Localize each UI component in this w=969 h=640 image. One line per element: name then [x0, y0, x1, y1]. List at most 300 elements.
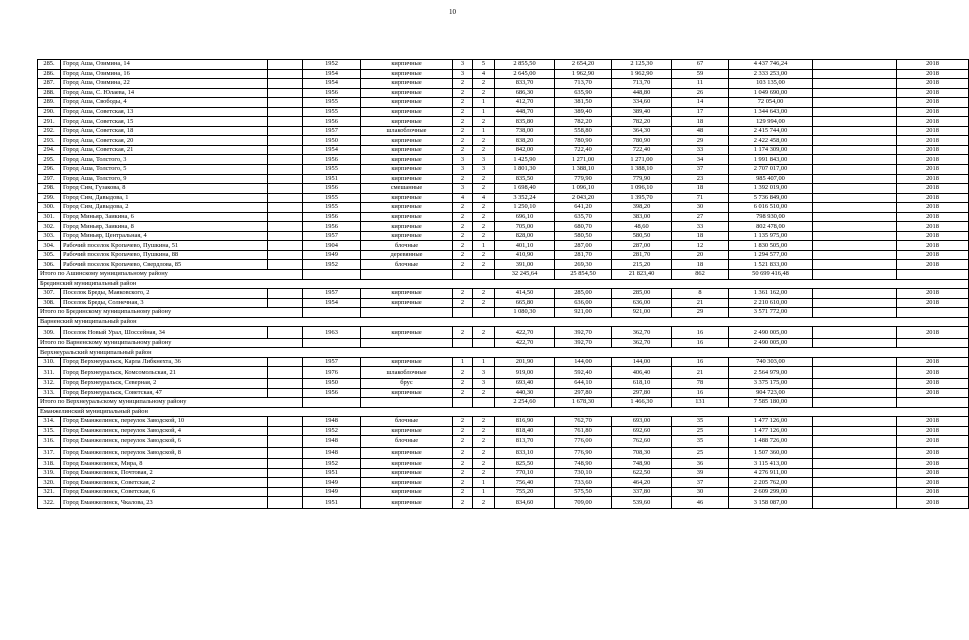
- floors-cell: 3: [453, 165, 473, 175]
- area-1-cell: 644,10: [555, 378, 612, 388]
- empty-cell: [813, 426, 897, 436]
- table-row: [38, 60, 969, 70]
- row-number: 291.: [38, 117, 61, 127]
- total-area-cell: 833,70: [495, 79, 555, 89]
- residents-cell: 30: [672, 487, 729, 497]
- entrances-cell: 5: [473, 60, 495, 70]
- year-cell: 1948: [303, 447, 361, 459]
- empty-cell: [268, 459, 303, 469]
- area-2-cell: 713,70: [612, 79, 672, 89]
- total-area-cell: 32 245,64: [495, 270, 555, 280]
- residents-cell: 27: [672, 212, 729, 222]
- area-2-cell: 782,20: [612, 117, 672, 127]
- residents-cell: 25: [672, 426, 729, 436]
- empty-cell: [473, 398, 495, 408]
- material-cell: кирпичные: [361, 88, 453, 98]
- deadline-cell: 2018: [897, 231, 969, 241]
- area-2-cell: 337,80: [612, 487, 672, 497]
- total-label: Итого по Верхнеуральскому муниципальному району: [38, 398, 303, 408]
- table-row: [38, 426, 969, 436]
- area-2-cell: 464,20: [612, 478, 672, 488]
- entrances-cell: 2: [473, 459, 495, 469]
- floors-cell: 2: [453, 241, 473, 251]
- empty-cell: [268, 487, 303, 497]
- floors-cell: 2: [453, 98, 473, 108]
- floors-cell: 2: [453, 447, 473, 459]
- address-cell: Город Верхнеуральск, Карла Либкнехта, 36: [61, 357, 268, 367]
- total-label: Итого по Варненскому муниципальному району: [38, 338, 303, 348]
- floors-cell: 2: [453, 378, 473, 388]
- district-header-row: [38, 279, 969, 289]
- empty-cell: [473, 270, 495, 280]
- material-cell: кирпичные: [361, 79, 453, 89]
- total-area-cell: 410,90: [495, 250, 555, 260]
- total-area-cell: 919,00: [495, 367, 555, 379]
- residents-cell: 26: [672, 88, 729, 98]
- material-cell: кирпичные: [361, 497, 453, 509]
- row-number: 293.: [38, 136, 61, 146]
- empty-cell: [813, 250, 897, 260]
- total-area-cell: 693,40: [495, 378, 555, 388]
- total-area-cell: 738,00: [495, 126, 555, 136]
- area-1-cell: 2 043,20: [555, 193, 612, 203]
- total-area-cell: 2 645,00: [495, 69, 555, 79]
- address-cell: Город Аша, Советская, 15: [61, 117, 268, 127]
- row-number: 295.: [38, 155, 61, 165]
- total-area-cell: 448,70: [495, 107, 555, 117]
- area-1-cell: 2 654,20: [555, 60, 612, 70]
- empty-cell: [813, 98, 897, 108]
- total-area-cell: 842,00: [495, 145, 555, 155]
- floors-cell: 2: [453, 145, 473, 155]
- row-number: 315.: [38, 426, 61, 436]
- year-cell: 1954: [303, 298, 361, 308]
- residents-cell: 48: [672, 126, 729, 136]
- address-cell: Город Верхнеуральск, Северная, 2: [61, 378, 268, 388]
- deadline-cell: 2018: [897, 436, 969, 448]
- area-1-cell: 1 962,90: [555, 69, 612, 79]
- address-cell: Город Еманжелинск, Почтовая, 2: [61, 468, 268, 478]
- empty-cell: [303, 308, 361, 318]
- cost-cell: 2 205 762,00: [729, 478, 813, 488]
- deadline-cell: 2018: [897, 203, 969, 213]
- cost-cell: 50 699 416,48: [729, 270, 813, 280]
- floors-cell: 2: [453, 367, 473, 379]
- row-number: 307.: [38, 289, 61, 299]
- total-area-cell: 833,10: [495, 447, 555, 459]
- entrances-cell: 1: [473, 357, 495, 367]
- entrances-cell: 2: [473, 388, 495, 398]
- empty-cell: [813, 203, 897, 213]
- entrances-cell: 2: [473, 174, 495, 184]
- empty-cell: [268, 184, 303, 194]
- area-2-cell: 281,70: [612, 250, 672, 260]
- area-2-cell: 48,60: [612, 222, 672, 232]
- material-cell: кирпичные: [361, 117, 453, 127]
- table-row: [38, 289, 969, 299]
- material-cell: кирпичные: [361, 388, 453, 398]
- area-1-cell: 762,70: [555, 417, 612, 427]
- row-number: 321.: [38, 487, 61, 497]
- district-name: Еманжелинский муниципальный район: [38, 407, 969, 417]
- empty-cell: [813, 497, 897, 509]
- deadline-cell: 2018: [897, 145, 969, 155]
- deadline-cell: 2018: [897, 487, 969, 497]
- floors-cell: 2: [453, 468, 473, 478]
- total-area-cell: 818,40: [495, 426, 555, 436]
- cost-cell: 1 488 726,00: [729, 436, 813, 448]
- material-cell: кирпичные: [361, 98, 453, 108]
- residents-cell: 29: [672, 136, 729, 146]
- total-area-cell: 816,90: [495, 417, 555, 427]
- floors-cell: 2: [453, 174, 473, 184]
- address-cell: Город Миньяр, Заикина, 8: [61, 222, 268, 232]
- table-row: [38, 357, 969, 367]
- area-1-cell: 680,70: [555, 222, 612, 232]
- empty-cell: [361, 308, 453, 318]
- address-cell: Рабочий поселок Кропачево, Свердлова, 85: [61, 260, 268, 270]
- cost-cell: 2 564 979,00: [729, 367, 813, 379]
- table-row: [38, 468, 969, 478]
- area-1-cell: 782,20: [555, 117, 612, 127]
- material-cell: блочные: [361, 417, 453, 427]
- empty-cell: [268, 203, 303, 213]
- table-row: [38, 367, 969, 379]
- address-cell: Город Аша, Советская, 13: [61, 107, 268, 117]
- total-area-cell: 755,20: [495, 487, 555, 497]
- address-cell: Город Аша, Толстого, 9: [61, 174, 268, 184]
- empty-cell: [361, 338, 453, 348]
- area-2-cell: 580,50: [612, 231, 672, 241]
- row-number: 286.: [38, 69, 61, 79]
- cost-cell: 72 054,00: [729, 98, 813, 108]
- cost-cell: 1 477 126,00: [729, 417, 813, 427]
- page-number: 10: [449, 8, 456, 16]
- entrances-cell: 2: [473, 497, 495, 509]
- table-row: [38, 327, 969, 339]
- area-2-cell: 708,30: [612, 447, 672, 459]
- row-number: 302.: [38, 222, 61, 232]
- material-cell: кирпичные: [361, 145, 453, 155]
- empty-cell: [813, 447, 897, 459]
- entrances-cell: 3: [473, 165, 495, 175]
- entrances-cell: 3: [473, 155, 495, 165]
- cost-cell: 129 994,00: [729, 117, 813, 127]
- empty-cell: [813, 241, 897, 251]
- entrances-cell: 2: [473, 468, 495, 478]
- total-area-cell: 422,70: [495, 327, 555, 339]
- row-number: 313.: [38, 388, 61, 398]
- table-row: [38, 98, 969, 108]
- table-row: [38, 117, 969, 127]
- district-total-row: [38, 398, 969, 408]
- area-1-cell: 1 096,10: [555, 184, 612, 194]
- entrances-cell: 2: [473, 298, 495, 308]
- entrances-cell: 2: [473, 117, 495, 127]
- empty-cell: [268, 212, 303, 222]
- floors-cell: 3: [453, 184, 473, 194]
- district-name: Брединский муниципальный район: [38, 279, 969, 289]
- table-row: [38, 378, 969, 388]
- deadline-cell: 2018: [897, 250, 969, 260]
- table-row: [38, 88, 969, 98]
- floors-cell: 4: [453, 193, 473, 203]
- residents-cell: 21: [672, 298, 729, 308]
- table-row: [38, 174, 969, 184]
- year-cell: 1955: [303, 193, 361, 203]
- area-1-cell: 713,70: [555, 79, 612, 89]
- entrances-cell: 2: [473, 231, 495, 241]
- row-number: 303.: [38, 231, 61, 241]
- material-cell: кирпичные: [361, 447, 453, 459]
- row-number: 298.: [38, 184, 61, 194]
- area-1-cell: 779,90: [555, 174, 612, 184]
- total-area-cell: 835,50: [495, 174, 555, 184]
- area-2-cell: 1 962,90: [612, 69, 672, 79]
- area-2-cell: 144,00: [612, 357, 672, 367]
- district-header-row: [38, 317, 969, 327]
- area-2-cell: 334,60: [612, 98, 672, 108]
- empty-cell: [813, 193, 897, 203]
- floors-cell: 3: [453, 60, 473, 70]
- cost-cell: 4 276 911,00: [729, 468, 813, 478]
- cost-cell: 3 158 087,00: [729, 497, 813, 509]
- cost-cell: 3 375 175,00: [729, 378, 813, 388]
- floors-cell: 2: [453, 231, 473, 241]
- year-cell: 1950: [303, 378, 361, 388]
- table-row: [38, 436, 969, 448]
- residents-cell: 16: [672, 338, 729, 348]
- address-cell: Город Аша, Толстого, 3: [61, 155, 268, 165]
- total-area-cell: 665,80: [495, 298, 555, 308]
- year-cell: 1952: [303, 60, 361, 70]
- deadline-cell: 2018: [897, 98, 969, 108]
- empty-cell: [813, 436, 897, 448]
- area-1-cell: 722,40: [555, 145, 612, 155]
- deadline-cell: 2018: [897, 79, 969, 89]
- deadline-cell: 2018: [897, 136, 969, 146]
- entrances-cell: 3: [473, 378, 495, 388]
- address-cell: Город Еманжелинск, переулок Заводской, 6: [61, 436, 268, 448]
- table-row: [38, 250, 969, 260]
- year-cell: 1956: [303, 117, 361, 127]
- empty-cell: [473, 338, 495, 348]
- row-number: 319.: [38, 468, 61, 478]
- residents-cell: 131: [672, 398, 729, 408]
- residents-cell: 37: [672, 165, 729, 175]
- year-cell: 1951: [303, 468, 361, 478]
- area-1-cell: 1 271,00: [555, 155, 612, 165]
- table-row: [38, 222, 969, 232]
- entrances-cell: 2: [473, 250, 495, 260]
- district-total-row: [38, 308, 969, 318]
- row-number: 292.: [38, 126, 61, 136]
- empty-cell: [813, 298, 897, 308]
- year-cell: 1956: [303, 155, 361, 165]
- empty-cell: [268, 478, 303, 488]
- residents-cell: 18: [672, 184, 729, 194]
- area-1-cell: 748,90: [555, 459, 612, 469]
- empty-cell: [813, 107, 897, 117]
- address-cell: Город Сим, Давыдова, 2: [61, 203, 268, 213]
- empty-cell: [813, 270, 897, 280]
- empty-cell: [813, 378, 897, 388]
- empty-cell: [897, 308, 969, 318]
- empty-cell: [268, 231, 303, 241]
- row-number: 296.: [38, 165, 61, 175]
- area-2-cell: 748,90: [612, 459, 672, 469]
- floors-cell: 2: [453, 212, 473, 222]
- address-cell: Поселок Бреды, Солнечная, 3: [61, 298, 268, 308]
- year-cell: 1955: [303, 165, 361, 175]
- empty-cell: [268, 327, 303, 339]
- floors-cell: 2: [453, 88, 473, 98]
- material-cell: кирпичные: [361, 289, 453, 299]
- floors-cell: 2: [453, 497, 473, 509]
- floors-cell: 2: [453, 327, 473, 339]
- floors-cell: 2: [453, 388, 473, 398]
- area-2-cell: 398,20: [612, 203, 672, 213]
- empty-cell: [813, 327, 897, 339]
- entrances-cell: 3: [473, 367, 495, 379]
- total-area-cell: 686,30: [495, 88, 555, 98]
- table-row: [38, 136, 969, 146]
- area-1-cell: 580,50: [555, 231, 612, 241]
- area-2-cell: 693,00: [612, 417, 672, 427]
- empty-cell: [268, 417, 303, 427]
- empty-cell: [813, 459, 897, 469]
- area-1-cell: 761,80: [555, 426, 612, 436]
- area-1-cell: 635,70: [555, 212, 612, 222]
- cost-cell: 1 477 126,00: [729, 426, 813, 436]
- area-2-cell: 362,70: [612, 338, 672, 348]
- empty-cell: [361, 270, 453, 280]
- table-row: [38, 145, 969, 155]
- cost-cell: 1 344 643,00: [729, 107, 813, 117]
- empty-cell: [268, 436, 303, 448]
- year-cell: 1952: [303, 459, 361, 469]
- empty-cell: [268, 174, 303, 184]
- residents-cell: 30: [672, 203, 729, 213]
- district-header-row: [38, 348, 969, 358]
- cost-cell: 2 415 744,00: [729, 126, 813, 136]
- material-cell: кирпичные: [361, 69, 453, 79]
- district-name: Верхнеуральский муниципальный район: [38, 348, 969, 358]
- floors-cell: 2: [453, 426, 473, 436]
- deadline-cell: 2018: [897, 155, 969, 165]
- row-number: 312.: [38, 378, 61, 388]
- empty-cell: [813, 88, 897, 98]
- floors-cell: 2: [453, 289, 473, 299]
- empty-cell: [813, 117, 897, 127]
- material-cell: кирпичные: [361, 357, 453, 367]
- total-area-cell: 201,90: [495, 357, 555, 367]
- residents-cell: 67: [672, 60, 729, 70]
- row-number: 304.: [38, 241, 61, 251]
- area-1-cell: 389,40: [555, 107, 612, 117]
- deadline-cell: 2018: [897, 107, 969, 117]
- material-cell: кирпичные: [361, 165, 453, 175]
- entrances-cell: 1: [473, 126, 495, 136]
- table-row: [38, 459, 969, 469]
- entrances-cell: 2: [473, 145, 495, 155]
- area-1-cell: 730,10: [555, 468, 612, 478]
- area-2-cell: 622,50: [612, 468, 672, 478]
- year-cell: 1952: [303, 260, 361, 270]
- floors-cell: 2: [453, 79, 473, 89]
- table-row: [38, 203, 969, 213]
- cost-cell: 5 736 849,00: [729, 193, 813, 203]
- material-cell: блочные: [361, 436, 453, 448]
- area-2-cell: 779,90: [612, 174, 672, 184]
- cost-cell: 1 174 309,00: [729, 145, 813, 155]
- material-cell: кирпичные: [361, 136, 453, 146]
- empty-cell: [813, 165, 897, 175]
- entrances-cell: 2: [473, 327, 495, 339]
- floors-cell: 3: [453, 69, 473, 79]
- row-number: 317.: [38, 447, 61, 459]
- residents-cell: 16: [672, 388, 729, 398]
- empty-cell: [303, 398, 361, 408]
- residents-cell: 18: [672, 231, 729, 241]
- deadline-cell: 2018: [897, 478, 969, 488]
- residents-cell: 39: [672, 468, 729, 478]
- row-number: 305.: [38, 250, 61, 260]
- area-2-cell: 389,40: [612, 107, 672, 117]
- year-cell: 1955: [303, 203, 361, 213]
- residents-cell: 25: [672, 447, 729, 459]
- total-area-cell: 391,00: [495, 260, 555, 270]
- cost-cell: 985 407,00: [729, 174, 813, 184]
- empty-cell: [813, 222, 897, 232]
- area-1-cell: 25 854,50: [555, 270, 612, 280]
- table-row: [38, 231, 969, 241]
- district-total-row: [38, 270, 969, 280]
- empty-cell: [813, 468, 897, 478]
- cost-cell: 2 210 610,00: [729, 298, 813, 308]
- address-cell: Город Аша, Свободы, 4: [61, 98, 268, 108]
- year-cell: 1949: [303, 478, 361, 488]
- registry-body: [38, 60, 969, 509]
- floors-cell: 3: [453, 155, 473, 165]
- empty-cell: [268, 447, 303, 459]
- floors-cell: 2: [453, 478, 473, 488]
- residents-cell: 35: [672, 436, 729, 448]
- empty-cell: [268, 126, 303, 136]
- total-area-cell: 3 352,24: [495, 193, 555, 203]
- total-area-cell: 1 801,30: [495, 165, 555, 175]
- area-1-cell: 776,90: [555, 447, 612, 459]
- total-area-cell: 414,50: [495, 289, 555, 299]
- cost-cell: 1 507 360,00: [729, 447, 813, 459]
- residents-cell: 20: [672, 250, 729, 260]
- deadline-cell: 2018: [897, 126, 969, 136]
- address-cell: Город Аша, Озимина, 14: [61, 60, 268, 70]
- deadline-cell: 2018: [897, 378, 969, 388]
- row-number: 301.: [38, 212, 61, 222]
- area-2-cell: 215,20: [612, 260, 672, 270]
- empty-cell: [897, 398, 969, 408]
- deadline-cell: 2018: [897, 165, 969, 175]
- area-2-cell: 539,60: [612, 497, 672, 509]
- address-cell: Город Верхнеуральск, Комсомольская, 21: [61, 367, 268, 379]
- total-area-cell: 756,40: [495, 478, 555, 488]
- entrances-cell: 2: [473, 184, 495, 194]
- material-cell: деревянные: [361, 250, 453, 260]
- area-1-cell: 636,00: [555, 298, 612, 308]
- empty-cell: [813, 260, 897, 270]
- empty-cell: [813, 60, 897, 70]
